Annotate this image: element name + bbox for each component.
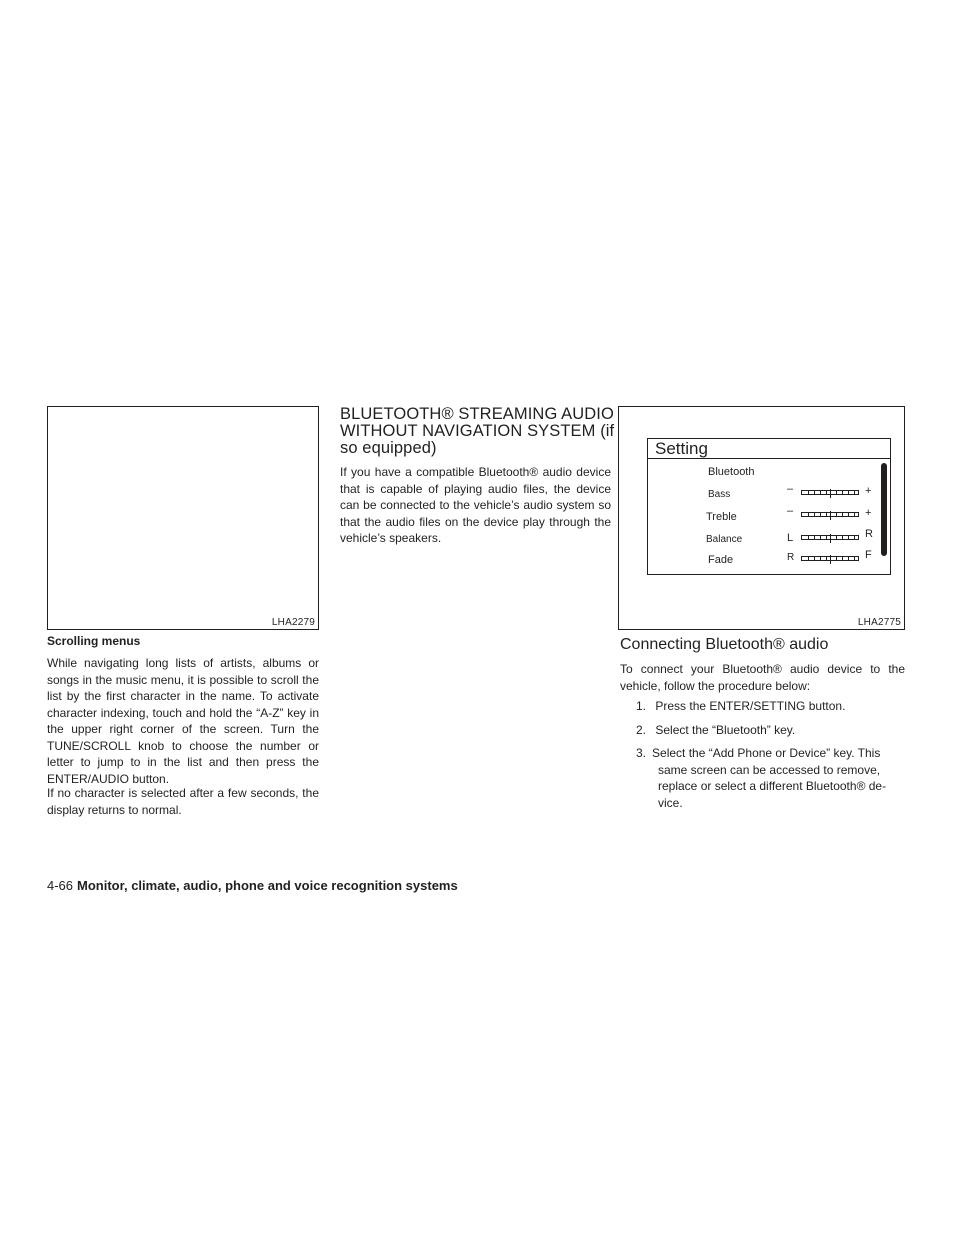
screen-title: Setting	[655, 439, 708, 458]
paragraph-streaming-intro: If you have a compatible Bluetooth® audio device that is capable of playing audio files, the device can be connected to the vehicle’s audio system so that the audio files on the device play through the vehicle’s speakers.	[340, 465, 611, 545]
balance-left-marker: L	[787, 532, 794, 544]
step-text: Press the ENTER/SETTING button.	[655, 699, 846, 713]
setting-item-bluetooth[interactable]: Bluetooth	[708, 466, 755, 478]
fade-rear-marker: R	[787, 552, 795, 563]
treble-slider[interactable]	[801, 512, 859, 517]
section-title: Monitor, climate, audio, phone and voice recognition systems	[77, 878, 458, 893]
heading-line: so equipped)	[340, 439, 437, 457]
setting-item-balance[interactable]: Balance	[706, 534, 743, 545]
step-number: 2.	[636, 723, 647, 737]
treble-minus-icon: –	[787, 505, 794, 517]
fade-slider[interactable]	[801, 556, 859, 561]
step-text: vice.	[658, 795, 683, 810]
step-text: replace or select a different Bluetooth® de-	[658, 779, 887, 793]
balance-right-marker: R	[865, 528, 873, 540]
bass-plus-icon: +	[865, 485, 872, 497]
step-text: same screen can be accessed to remove,	[658, 762, 881, 777]
fade-front-marker: F	[865, 549, 872, 561]
paragraph-scrolling: While navigating long lists of artists, albums or songs in the music menu, it is possible to scroll the list by the first character in the name. To activate character indexing, touch and hold the “A-Z” key in the upper right corner of the screen. Turn the TUNE/SCROLL knob to choose the number or letter to jump to in the list and then press the ENTER/AUDIO button.	[47, 656, 319, 786]
step-text: Select the “Bluetooth” key.	[655, 723, 796, 737]
heading-line: WITHOUT NAVIGATION SYSTEM (if	[340, 422, 615, 440]
heading-line: BLUETOOTH® STREAMING AUDIO	[340, 405, 614, 423]
balance-slider[interactable]	[801, 535, 859, 540]
step-1	[636, 698, 845, 715]
title-divider	[648, 458, 890, 459]
treble-plus-icon: +	[865, 507, 872, 519]
paragraph-connect-intro: To connect your Bluetooth® audio device to the vehicle, follow the procedure below:	[620, 662, 905, 693]
step-2	[636, 722, 795, 739]
step-text: Select the “Add Phone or Device” key. This	[652, 746, 881, 760]
heading-connecting-bluetooth: Connecting Bluetooth® audio	[620, 636, 829, 653]
page-footer	[47, 878, 458, 893]
step-3	[636, 745, 908, 811]
figure-id: LHA2775	[857, 617, 901, 628]
scrollbar[interactable]	[881, 463, 887, 556]
step-number: 1.	[636, 699, 647, 713]
settings-screen	[647, 438, 891, 575]
figure-lha2279	[47, 406, 319, 630]
page-number: 4-66	[47, 878, 74, 893]
setting-item-bass[interactable]: Bass	[708, 489, 731, 500]
section-heading	[340, 406, 620, 457]
step-number: 3.	[636, 746, 647, 760]
paragraph-timeout: If no character is selected after a few seconds, the display returns to normal.	[47, 786, 319, 817]
figure-id: LHA2279	[271, 617, 315, 628]
setting-item-treble[interactable]: Treble	[706, 511, 737, 523]
figure-lha2775	[618, 406, 905, 630]
heading-scrolling-menus: Scrolling menus	[47, 634, 141, 648]
bass-minus-icon: –	[787, 483, 794, 495]
setting-item-fade[interactable]: Fade	[708, 554, 734, 566]
bass-slider[interactable]	[801, 490, 859, 495]
